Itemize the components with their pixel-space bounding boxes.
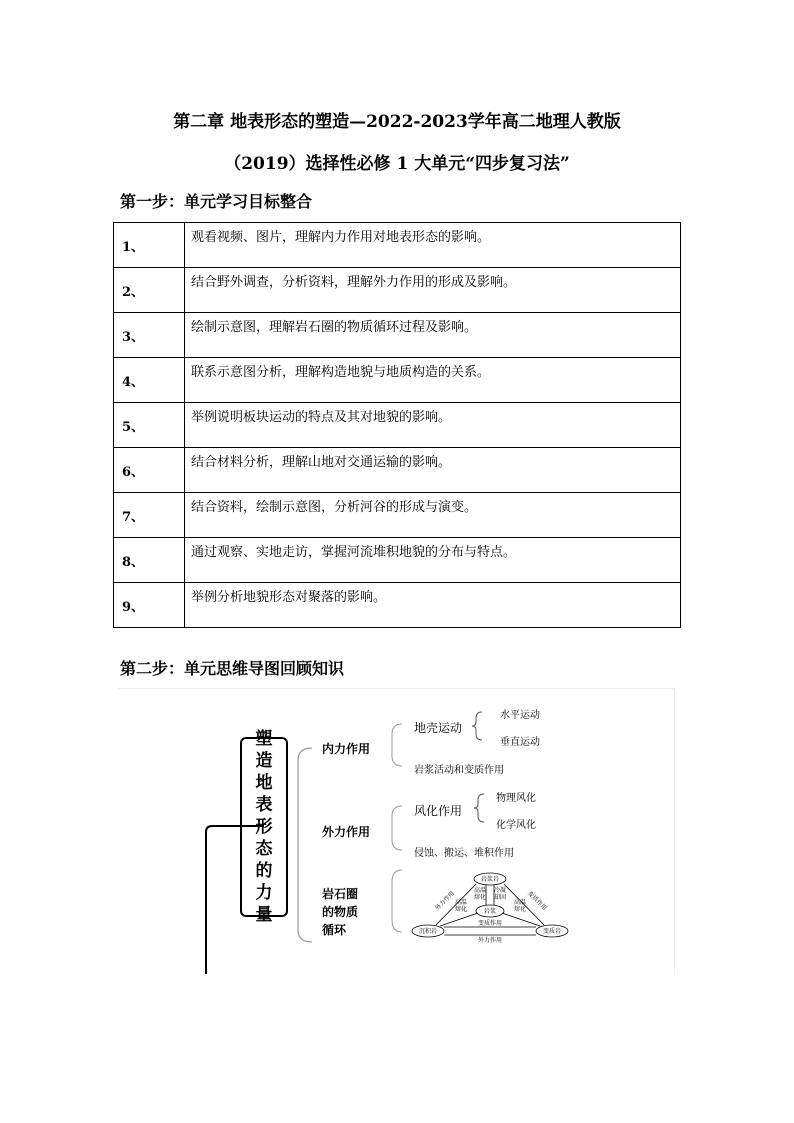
cycle-high-temp-a: 高温 (473, 887, 487, 894)
cycle-cooling-a: 冷凝 (493, 887, 507, 894)
root-char: 的 (255, 861, 273, 881)
root-char: 地 (255, 773, 273, 793)
vertical-movement-label: 垂直运动 (500, 737, 540, 748)
document-title-line1: 第二章 地表形态的塑造—2022-2023学年高二地理人教版 (173, 112, 621, 132)
weathering-label: 风化作用 (414, 804, 463, 818)
cycle-high-temp-b: 熔化 (473, 894, 487, 901)
chemical-weathering-label: 化学风化 (496, 820, 536, 831)
step2-heading: 第二步：单元思维导图回顾知识 (120, 659, 345, 678)
rock-cycle-label-3: 循环 (322, 923, 347, 937)
mind-map-root (240, 729, 288, 925)
goal-text: 结合材料分析，理解山地对交通运输的影响。 (185, 448, 681, 493)
goal-number: 3、 (114, 313, 185, 358)
goal-text: 观看视频、图片，理解内力作用对地表形态的影响。 (185, 223, 681, 268)
root-char: 力 (255, 883, 273, 903)
internal-force-label: 内力作用 (322, 742, 371, 756)
horizontal-movement-label: 水平运动 (500, 710, 540, 721)
cycle-high-temp2-b: 熔化 (454, 906, 468, 913)
crust-movement-label: 地壳运动 (414, 721, 463, 735)
goal-text: 绘制示意图，理解岩石圈的物质循环过程及影响。 (185, 313, 681, 358)
document-title-line2: （2019）选择性必修 1 大单元“四步复习法” (224, 154, 570, 174)
goal-text: 通过观察、实地走访，掌握河流堆积地貌的分布与特点。 (185, 538, 681, 583)
rock-cycle-label-2: 的物质 (322, 905, 359, 919)
cycle-ext-force-bottom: 外力作用 (477, 937, 503, 944)
physical-weathering-label: 物理风化 (496, 793, 536, 804)
step1-heading: 第一步：单元学习目标整合 (120, 192, 313, 211)
external-force-label: 外力作用 (322, 825, 371, 839)
magma-label: 岩浆 (483, 908, 497, 915)
metamorphic-rock-label: 变质岩 (542, 928, 562, 935)
cycle-high-temp3-b: 熔化 (513, 906, 527, 913)
magma-metamorphism-label: 岩浆活动和变质作用 (414, 765, 504, 776)
cycle-cooling-b: 却固 (493, 894, 507, 901)
goal-text: 举例说明板块运动的特点及其对地貌的影响。 (185, 403, 681, 448)
goal-number: 6、 (114, 448, 185, 493)
cycle-meta-action-right: 变质作用 (526, 889, 549, 912)
root-char: 塑 (255, 729, 273, 749)
root-char: 形 (255, 817, 273, 837)
goal-number: 5、 (114, 403, 185, 448)
goal-number: 4、 (114, 358, 185, 403)
goal-number: 7、 (114, 493, 185, 538)
erosion-transport-deposition-label: 侵蚀、搬运、堆积作用 (414, 848, 514, 859)
goal-text: 结合野外调查，分析资料，理解外力作用的形成及影响。 (185, 268, 681, 313)
root-char: 量 (255, 905, 273, 925)
cycle-meta-action-label: 变质作用 (477, 920, 503, 927)
root-char: 表 (255, 795, 273, 815)
cycle-high-temp3-a: 高温 (513, 899, 527, 906)
goal-text: 结合资料，绘制示意图，分析河谷的形成与演变。 (185, 493, 681, 538)
igneous-rock-label: 岩浆岩 (480, 876, 500, 883)
goal-text: 联系示意图分析，理解构造地貌与地质构造的关系。 (185, 358, 681, 403)
goal-number: 2、 (114, 268, 185, 313)
cycle-ext-force-left: 外力作用 (433, 889, 456, 912)
goal-text: 举例分析地貌形态对聚落的影响。 (185, 583, 681, 628)
goal-number: 1、 (114, 223, 185, 268)
goal-number: 8、 (114, 538, 185, 583)
root-char: 态 (255, 839, 273, 859)
sedimentary-rock-label: 沉积岩 (418, 928, 438, 935)
cycle-high-temp2-a: 高温 (454, 899, 468, 906)
goal-number: 9、 (114, 583, 185, 628)
root-char: 造 (255, 751, 273, 771)
rock-cycle-label-1: 岩石圈 (322, 887, 359, 901)
